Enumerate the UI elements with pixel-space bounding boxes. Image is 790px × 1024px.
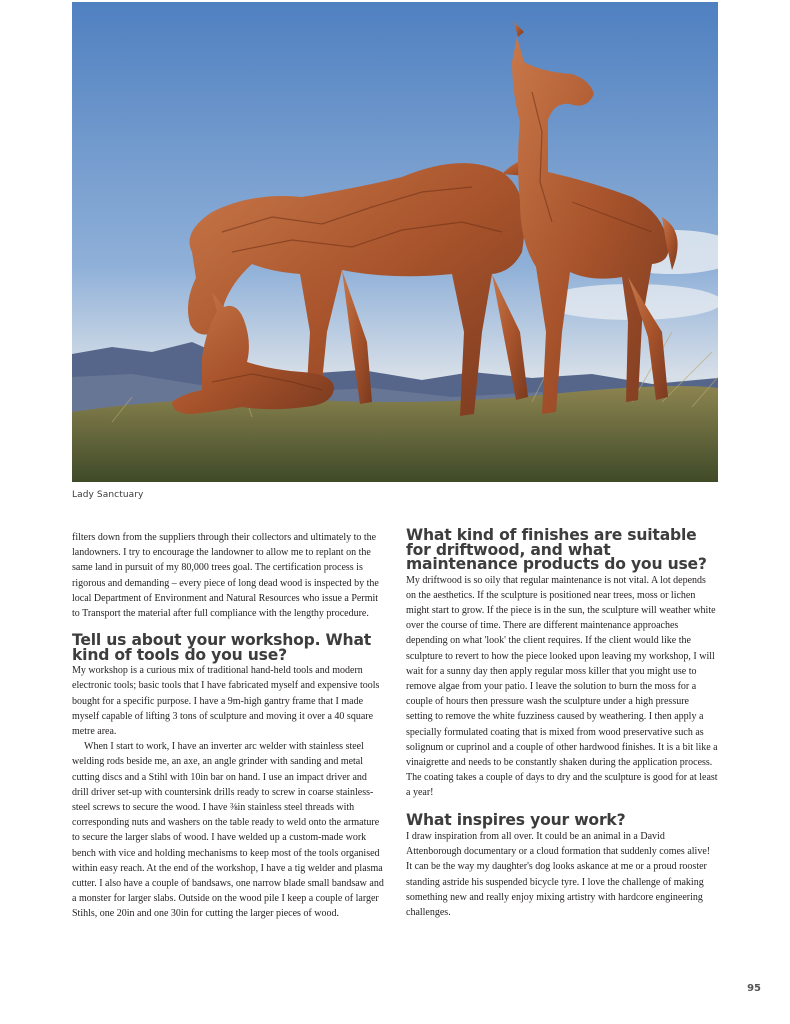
horse-sculpture-image	[72, 2, 718, 482]
photo-caption: Lady Sanctuary	[72, 490, 144, 500]
left-column	[72, 530, 386, 922]
workshop-paragraph-2: When I start to work, I have an inverter arc welder with stainless steel welding rods beside me, an axe, an angle grinder with sanding and metal cutting discs and a Stihl with 10in bar on hand. I use an impact driver and drill driver set-up with countersink drills ready to screw in coarse stainless-steel screws to secure the wood. I have ⅜in stainless steel threads with corresponding nuts and washers on the table ready to weld onto the armature to secure the larger slabs of wood. I have welded up a custom-made work bench with vice and holding mechanisms to keep most of the tools organised within easy reach. At the end of the workshop, I have a tig welder and plasma cutter. I also have a couple of bandsaws, one narrow blade small bandsaw and a monster for larger slabs. Outside on the wood pile I keep a couple of larger Stihls, one 20in and one 30in for cutting the larger pieces of wood.	[72, 741, 384, 920]
page-number: 95	[747, 983, 761, 994]
finishes-heading: What kind of finishes are suitable for driftwood, and what maintenance products do you use?	[406, 526, 707, 573]
inspiration-heading: What inspires your work?	[406, 810, 626, 829]
right-column	[406, 528, 718, 920]
sculpture-photo	[72, 2, 718, 482]
inspiration-paragraph: I draw inspiration from all over. It could be an animal in a David Attenborough documentary or a cloud formation that suddenly comes alive! It can be the way my daughter's dog looks askance at me or a proud rooster standing astride his suspended bicycle tyre. I love the challenge of making something new and really enjoy mixing artistry with hardcore engineering challenges.	[406, 831, 711, 919]
finishes-paragraph: My driftwood is so oily that regular maintenance is not vital. A lot depends on the aesthetics. If the sculpture is positioned near trees, moss or lichen might start to grow. If the piece is in the sun, the sculpture will weather white over the course of time. There are different maintenance approaches depending on what 'look' the client requires. If the client would like the sculpture to revert to how the piece looked upon leaving my workshop, I will wait for a sunny day then apply regular moss killer that you might use to remove algae from your patio. I leave the solution to burn the moss for a couple of hours then pressure wash the sculpture under a high pressure setting to remove the white fuzziness caused by weathering. I then apply a specially formulated coating that is mixed from wood preservative such as solignum or cuprinol and a couple of other hardwood finishes. It is a bit like a vinaigrette and needs to be constantly shaken during the application process. The coating takes a couple of days to dry and the sculpture is good for at least a year!	[406, 574, 718, 799]
workshop-paragraph-1: My workshop is a curious mix of traditional hand-held tools and modern electronic tools; basic tools that I have fabricated myself and expensive tools bought for a specific purpose. I have a 9m-high gantry frame that I made myself capable of lifting 3 tons of sculpture and moving it over a 40 square metre area.	[72, 665, 380, 738]
workshop-heading: Tell us about your workshop. What kind of tools do you use?	[72, 631, 372, 664]
intro-paragraph: filters down from the suppliers through their collectors and ultimately to the landowners. I try to encourage the landowner to allow me to replant on the same land in pursuit of my 80,000 trees goal. The certification process is rigorous and demanding – every piece of long dead wood is inspected by the local Department of Environment and Natural Resources who issue a Permit to Transport the material after full compliance with the lengthy procedure.	[72, 532, 379, 620]
